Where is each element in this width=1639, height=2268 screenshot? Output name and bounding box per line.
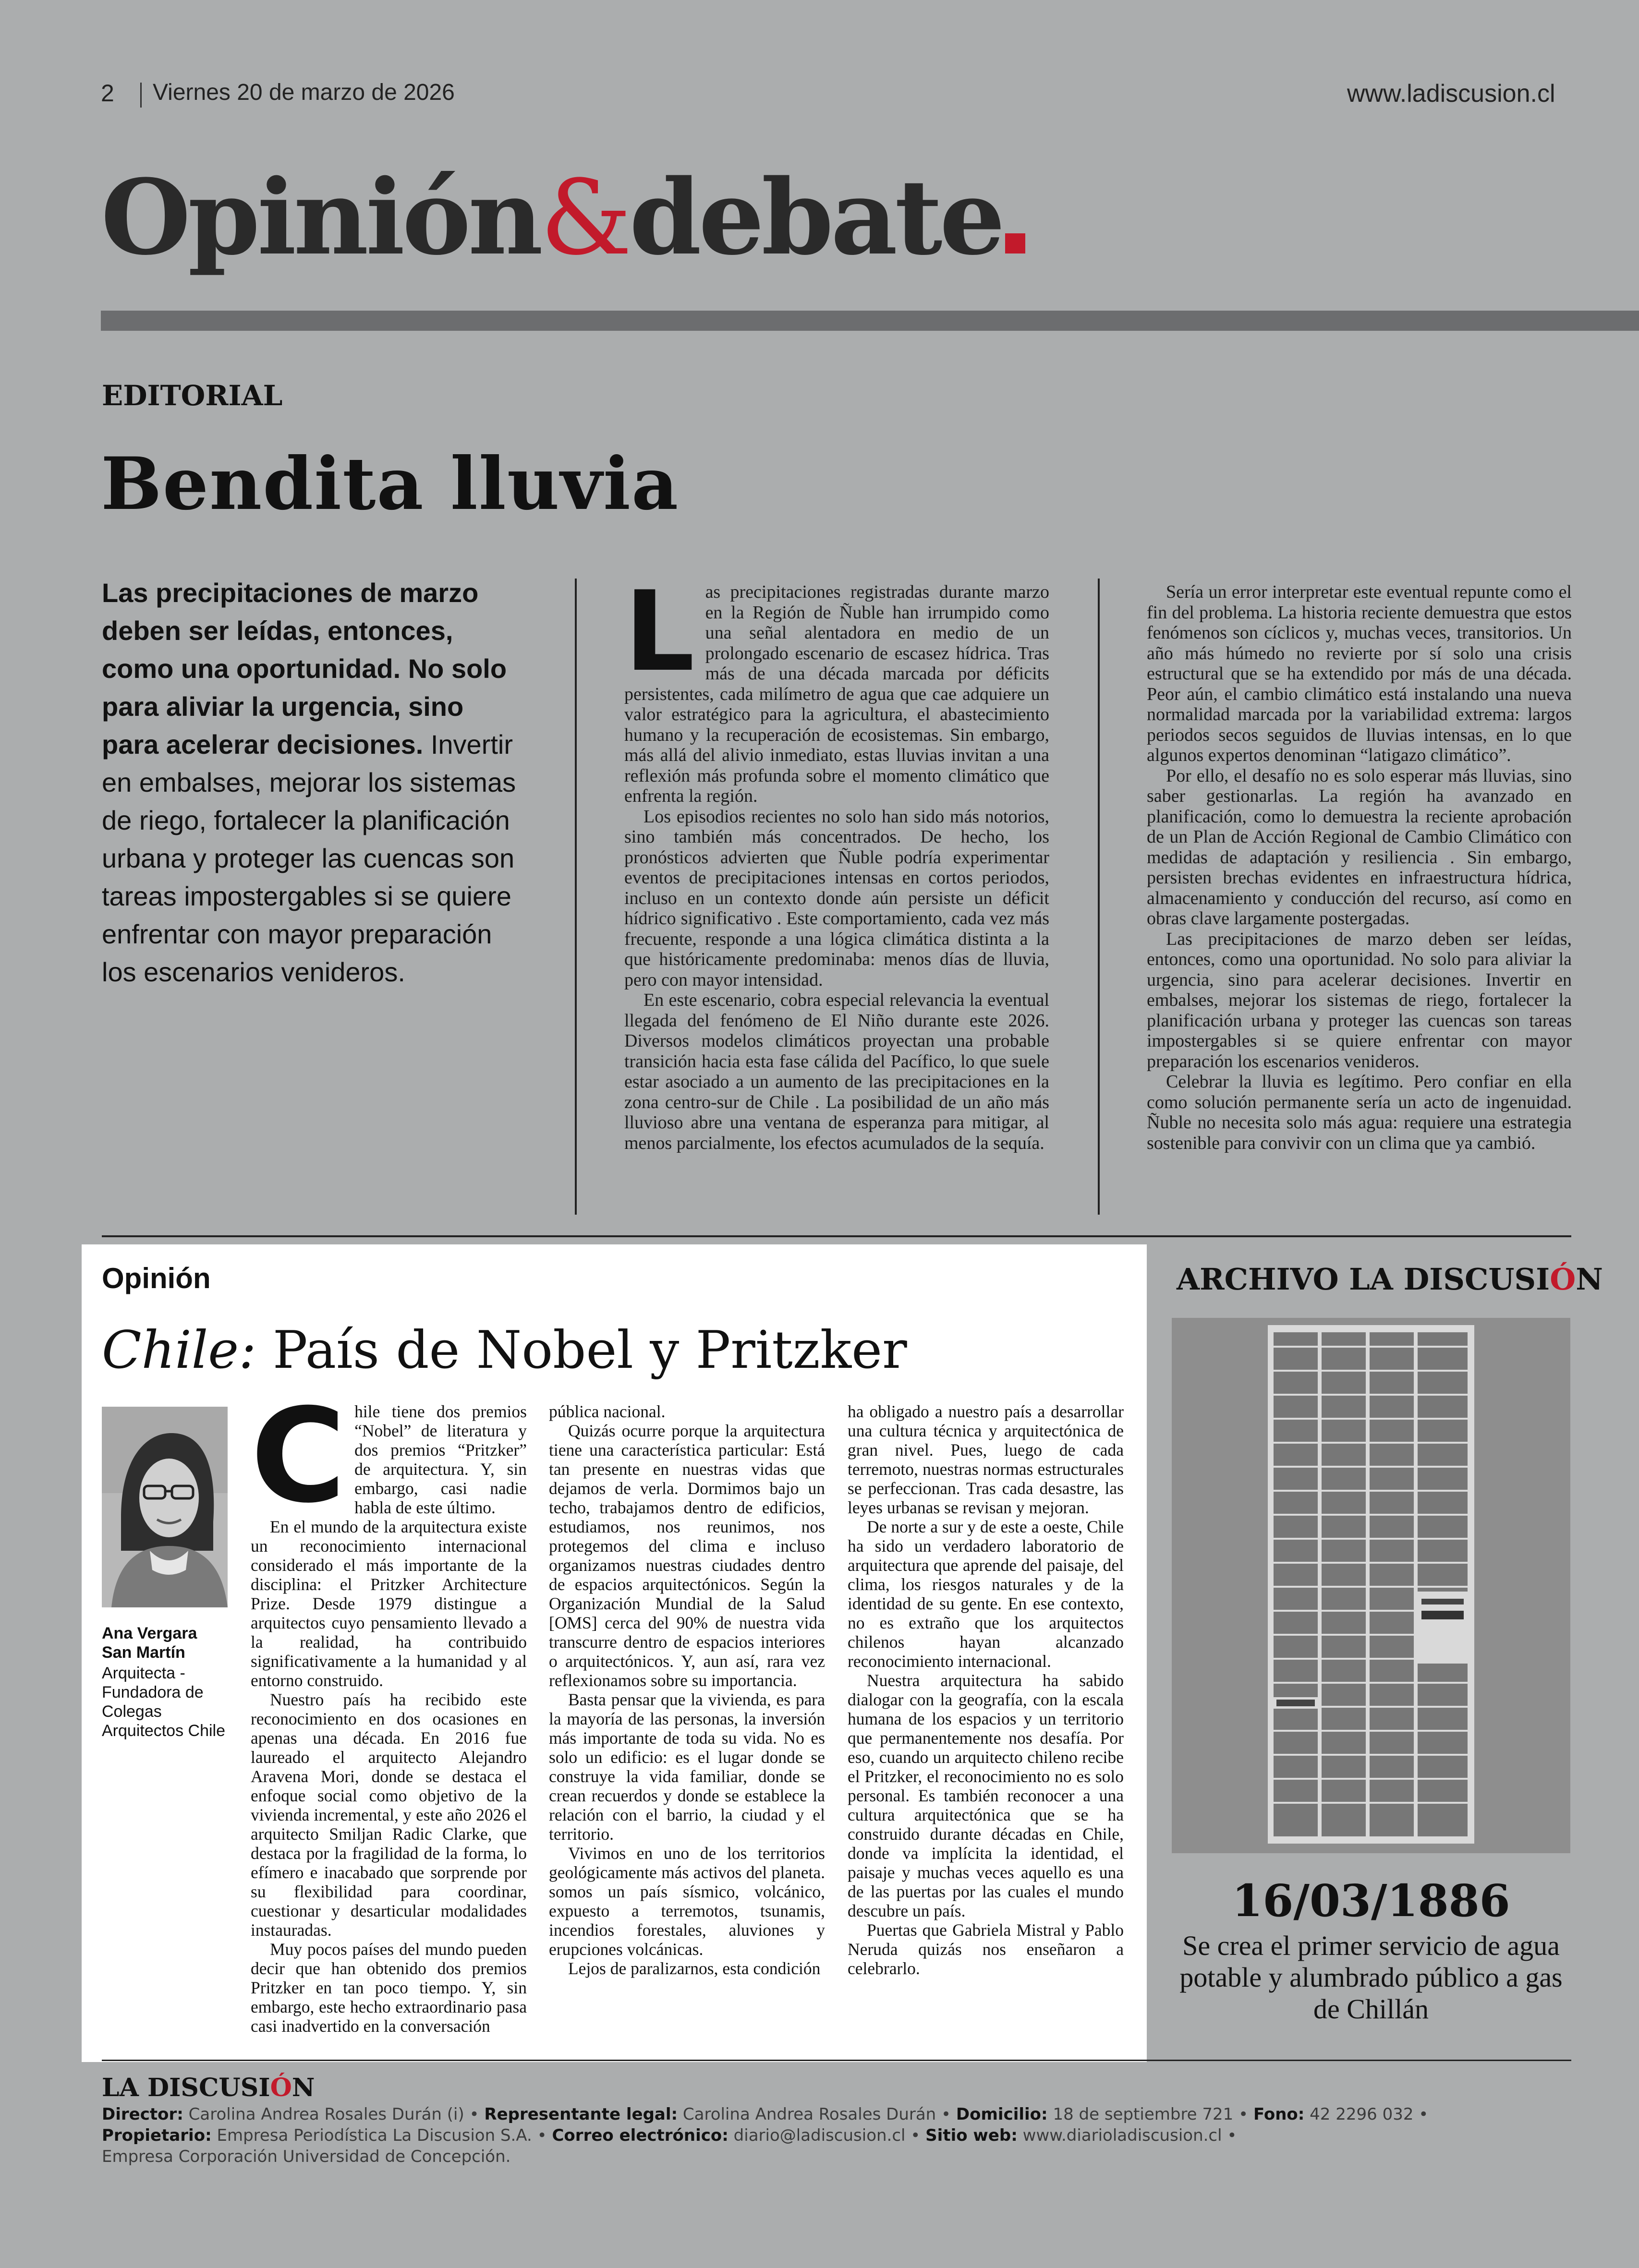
email-link[interactable]: diario@ladiscusion.cl • [728,2126,926,2145]
archive-description: Se crea el primer servicio de agua potable y alumbrado público a gas de Chillán [1179,1930,1563,2025]
opinion-paragraph: De norte a sur y de este a oeste, Chile ha sido un verdadero laboratorio de arquitectura que aprende del paisaje, del clima, los riesgos naturales y de la identidad de su gente. En ese contexto, no es extraño que los arquitectos chilenos hayan alcanzado reconocimiento internacional. [848,1517,1124,1671]
archive-newspaper-image [1172,1318,1570,1853]
page-number: 2 [101,80,114,107]
editorial-title: Bendita lluvia [101,442,680,526]
opinion-paragraph: Muy pocos países del mundo pueden decir que han obtenido dos premios Pritzker en tan poco tiempo. Y, sin embargo, este hecho extraordinario pasa casi inadvertido en la conversación [251,1940,527,2036]
opinion-paragraph: Quizás ocurre porque la arquitectura tiene una característica particular: Está tan presente en nuestras vidas que dejamos de verla. Dormimos bajo un techo, trabajamos dentro de edificios, estudiamos, nos reunimos, nos protegemos del clima e incluso organizamos nuestras ciudades dentro de espacios arquitectónicos. Según la Organización Mundial de la Salud [OMS] cerca del 90% de nuestra vida transcurre dentro de espacios interiores o arquitectónicos. Y, aun así, rara vez reflexionamos sobre su importancia. [549,1421,825,1690]
web-label: Sitio web: [925,2126,1018,2145]
editorial-kicker: EDITORIAL [102,379,283,412]
phone-label: Fono: [1253,2105,1305,2124]
editorial-lead [102,574,524,991]
section-rule [102,1235,1571,1237]
opinion-kicker: Opinión [102,1262,211,1294]
opinion-title-italic: Chile: [102,1320,256,1380]
opinion-paragraph: Puertas que Gabriela Mistral y Pablo Neruda quizás nos enseñaron a celebrarlo. [848,1920,1124,1978]
archive-title [1177,1262,1603,1297]
email-label: Correo electrónico: [552,2126,728,2145]
opinion-paragraph: Vivimos en uno de los territorios geológicamente más activos del planeta. somos un país sísmico, volcánico, expuesto a terremotos, tsunamis, incendios forestales, aluviones y erupciones volcánicas. [549,1844,825,1959]
editorial-paragraph: as precipitaciones registradas durante marzo en la Región de Ñuble han irrumpido como una señal alentadora en medio de un prolongado escenario de escasez hídrica. Tras más de una década marcada por déficits persistentes, cada milímetro de agua que cae adquiere un valor estratégico para la agricultura, el abastecimiento humano y la recuperación de ecosistemas. Sin embargo, más allá del alivio inmediato, estas lluvias invitan a una reflexión más profunda sobre el momento climático que enfrenta la región. [624,582,1049,806]
director-label: Director: [102,2105,183,2124]
website-link[interactable]: www.ladiscusion.cl [1347,80,1555,108]
masthead-rule [101,311,1639,331]
footer-brand-end: N [291,2073,315,2102]
opinion-paragraph: Basta pensar que la vivienda, es para la mayoría de las personas, la inversión más importante de toda su vida. No es solo un edificio: es el lugar donde se construye la vida familiar, donde se crean recuerdos y donde se establece la relación con el barrio, la ciudad y el territorio. [549,1690,825,1844]
web-link[interactable]: www.diarioladiscusion.cl • [1017,2126,1237,2145]
header-divider [140,83,142,108]
footer-line-1 [102,2104,1494,2125]
opinion-paragraph: Nuestro país ha recibido este reconocimiento en dos ocasiones en apenas una década. En 2016 fue laureado el arquitecto Alejandro Aravena Mori, donde se destaca el enfoque social como objetivo de la vivienda incremental, y este año 2026 el arquitecto Smiljan Radic Clarke, que destaca por la fragilidad de la forma, lo efímero e inacabado que sorprende por su flexibilidad para coordinar, cuestionar y desarticular modalidades instauradas. [251,1690,527,1940]
editorial-lead-bold: Las precipitaciones de marzo deben ser leídas, entonces, como una oportunidad. No solo para aliviar la urgencia, sino para acelerar decisiones. [102,578,507,760]
editorial-paragraph: Los episodios recientes no solo han sido más notorios, sino también más concentrados. De hecho, los pronósticos advierten que Ñuble podría experimentar eventos de precipitaciones intensas en cortos periodos, incluso en un contexto donde aún persiste un déficit hídrico significativo . Este comportamiento, cada vez más frecuente, responde a una lógica climática distinta a la que históricamente predominaba: menos días de lluvia, pero con mayor intensidad. [624,806,1049,990]
editorial-paragraph: Por ello, el desafío no es solo esperar más lluvias, sino saber gestionarlas. La región ha avanzado en planificación, como lo demuestra la reciente aprobación de un Plan de Acción Regional de Cambio Climático con medidas de adaptación y resiliencia . Sin embargo, persisten brechas evidentes en infraestructura hídrica, almacenamiento y conducción del recurso, así como en obras clave largamente postergadas. [1147,765,1572,929]
address-label: Domicilio: [956,2105,1048,2124]
author-portrait-icon [102,1407,228,1607]
opinion-drop-cap: C [251,1380,346,1532]
footer-brand [102,2073,315,2102]
masthead-ampersand: & [540,157,630,278]
archive-date: 16/03/1886 [1232,1875,1510,1927]
editorial-paragraph: Celebrar la lluvia es legítimo. Pero confiar en ella como solución permanente sería un acto de ingenuidad. Ñuble no necesita solo más agua: requiere una estrategia sostenible para convivir con un clima que ya cambió. [1147,1072,1572,1153]
footer-rule [102,2060,1571,2061]
section-masthead [101,157,1025,278]
opinion-paragraph: Lejos de paralizarnos, esta condición [568,1959,821,1978]
editorial-paragraph: En este escenario, cobra especial relevancia la eventual llegada del fenómeno de El Niño durante este 2026. Diversos modelos climáticos proyectan una probable transición hacia esta fase cálida del Pacífico, lo que suele estar asociado a un aumento de las precipitaciones en la zona centro-sur de Chile . La posibilidad de un año más lluvioso abre una ventana de esperanza para mitigar, al menos parcialmente, los efectos acumulados de la sequía. [624,990,1049,1153]
archive-title-end: N [1576,1262,1603,1297]
footer-line-3: Empresa Corporación Universidad de Concepción. [102,2147,511,2166]
owner-label: Propietario: [102,2126,212,2145]
opinion-paragraph: pública nacional. [549,1402,666,1421]
archive-title-main: ARCHIVO LA DISCUSI [1177,1262,1550,1297]
rep-value: Carolina Andrea Rosales Durán • [678,2105,956,2124]
footer-brand-main: LA DISCUSI [102,2073,270,2102]
opinion-paragraph: En el mundo de la arquitectura existe un reconocimiento internacional considerado el más importante de la disciplina: el Pritzker Architecture Prize. Desde 1979 distingue a arquitectos cuyo pensamiento llevado a la realidad, ha contribuido significativamente a la humanidad y al entorno construido. [251,1517,527,1690]
opinion-column-2 [549,1402,825,1978]
opinion-title-rest: País de Nobel y Pritzker [256,1320,907,1380]
author-name: Ana Vergara San Martín [102,1624,197,1662]
archive-newspaper-icon [1172,1318,1570,1853]
editorial-paragraph: Sería un error interpretar este eventual repunte como el fin del problema. La historia reciente demuestra que estos fenómenos son cíclicos y, muchas veces, transitorios. Un año más húmedo no revierte por sí solo una crisis estructural que se ha extendido por más de una década. Peor aún, el cambio climático está instalando una nueva normalidad marcada por la variabilidad extrema: largos periodos secos seguidos de lluvias intensas, en lo que algunos expertos denominan “latigazo climático”. [1147,582,1572,765]
issue-date: Viernes 20 de marzo de 2026 [153,80,455,105]
address-value: 18 de septiembre 721 • [1047,2105,1253,2124]
editorial-column-2 [1147,582,1572,1153]
masthead-red-square [1005,233,1025,253]
footer-line-2 [102,2125,1494,2146]
phone-value: 42 2296 032 • [1304,2105,1429,2124]
column-divider [575,579,577,1215]
opinion-title [102,1320,907,1380]
editorial-drop-cap: L [624,568,695,696]
column-divider [1098,579,1100,1215]
rep-label: Representante legal: [484,2105,678,2124]
footer-imprint [102,2104,1494,2167]
archive-title-accent: Ó [1550,1262,1576,1297]
masthead-part2: debate [629,157,1003,278]
author-role: Arquitecta - Fundadora de Colegas Arquitectos Chile [102,1664,226,1740]
director-value: Carolina Andrea Rosales Durán (i) • [183,2105,485,2124]
owner-value: Empresa Periodística La Discusion S.A. • [211,2126,552,2145]
opinion-paragraph: Nuestra arquitectura ha sabido dialogar con la geografía, con la escala humana de los espacios y un territorio que permanentemente nos desafía. Por eso, cuando un arquitecto chileno recibe el Pritzker, el reconocimiento no es solo personal. Es también reconocer a una cultura arquitectónica que se ha construido durante décadas en Chile, donde va implícita la identidad, el paisaje y muchas veces aquello es una de las puertas por las cuales el mundo descubre un país. [848,1671,1124,1920]
editorial-column-1 [624,568,1049,1153]
opinion-paragraph: hile tiene dos premios “Nobel” de literatura y dos premios “Pritzker” de arquitectura. Y, sin embargo, casi nadie habla de este último. [354,1402,527,1517]
opinion-column-3 [848,1402,1124,1978]
footer-brand-accent: Ó [270,2073,292,2102]
author-photo [102,1407,228,1607]
opinion-paragraph: ha obligado a nuestro país a desarrollar una cultura técnica y arquitectónica de gran nivel. Pues, luego de cada terremoto, nuestras normas estructurales se perfeccionan. Tras cada desastre, las leyes urbanas se revisan y mejoran. [848,1402,1124,1517]
opinion-column-1 [251,1380,527,2036]
editorial-paragraph: Las precipitaciones de marzo deben ser leídas, entonces, como una oportunidad. No solo para aliviar la urgencia, sino para acelerar decisiones. Invertir en embalses, mejorar los sistemas de riego, fortalecer la planificación urbana y proteger las cuencas son tareas impostergables si se quiere enfrentar con mayor preparación los escenarios venideros. [1147,929,1572,1072]
masthead-part1: Opinión [101,157,541,278]
editorial-lead-regular: Invertir en embalses, mejorar los sistemas de riego, fortalecer la planificación urbana y proteger las cuencas son tareas impostergables si se quiere enfrentar con mayor preparación los escenarios venideros. [102,729,516,987]
